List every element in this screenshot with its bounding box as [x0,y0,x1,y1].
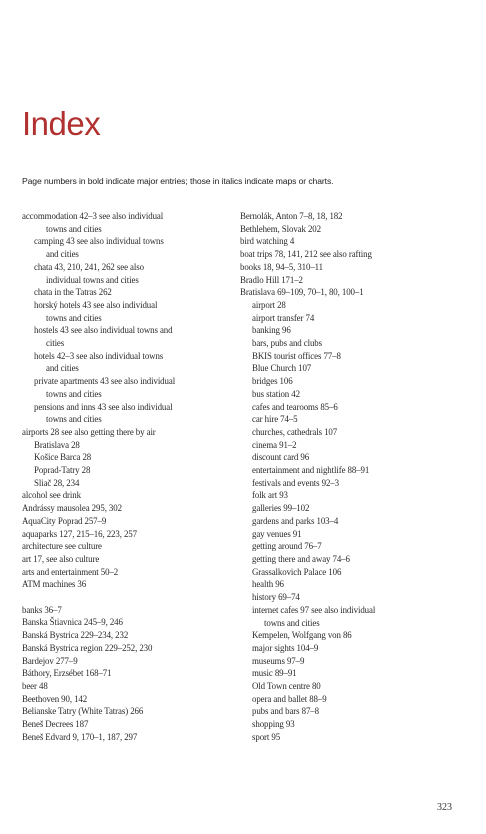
index-entry: hostels 43 see also individual towns and [34,325,173,336]
index-entry: towns and cities [264,617,320,628]
index-entry: Banská Bystrica 229–234, 232 [22,630,129,641]
index-entry: Grassalkovich Palace 106 [252,566,342,577]
index-entry: bus station 42 [252,388,300,399]
index-entry: and cities [46,249,79,260]
index-entry: cafes and tearooms 85–6 [252,401,338,412]
index-intro: Page numbers in bold indicate major entries; those in italics indicate maps or charts. [22,176,334,186]
index-entry: airport 28 [252,299,286,310]
index-entry: Bethlehem, Slovak 202 [240,223,321,234]
index-entry: folk art 93 [252,490,288,501]
index-entry: Belianske Tatry (White Tatras) 266 [22,706,144,717]
index-entry: getting around 76–7 [252,541,322,552]
index-entry: bars, pubs and clubs [252,338,322,349]
index-entry: cities [46,338,65,349]
index-entry: towns and cities [46,312,102,323]
index-entry: art 17, see also culture [22,553,100,564]
index-entry: Poprad-Tatry 28 [34,465,91,476]
index-entry: Beneš Edvard 9, 170–1, 187, 297 [22,731,138,742]
index-entry: hotels 42–3 see also individual towns [34,350,164,361]
index-entry: and cities [46,363,79,374]
index-entry: chata in the Tatras 262 [34,287,112,298]
index-entry: Blue Church 107 [252,363,312,374]
index-entry: music 89–91 [252,668,297,679]
index-entry: pensions and inns 43 see also individual [34,401,173,412]
index-entry: gay venues 91 [252,528,302,539]
index-entry: sport 95 [252,731,281,742]
index-entry: bird watching 4 [240,236,295,247]
index-entry: individual towns and cities [46,274,139,285]
index-entry: car hire 74–5 [252,414,298,425]
index-gap [22,591,238,604]
index-entry: boat trips 78, 141, 212 see also rafting [240,249,372,260]
index-entry: BKIS tourist offices 77–8 [252,350,341,361]
index-entry: health 96 [252,579,284,590]
index-entry: AquaCity Poprad 257–9 [22,515,107,526]
index-entry: towns and cities [46,388,102,399]
index-entry: Kempelen, Wolfgang von 86 [252,630,352,641]
index-entry: airports 28 see also getting there by air [22,426,156,437]
index-entry: getting there and away 74–6 [252,553,350,564]
index-entry: Banská Bystrica region 229–252, 230 [22,642,153,653]
index-entry: pubs and bars 87–8 [252,706,319,717]
index-entry: books 18, 94–5, 310–11 [240,261,324,272]
index-entry: beer 48 [22,681,48,691]
index-entry: alcohol see drink [22,490,81,501]
index-entry: shopping 93 [252,719,295,730]
index-entry: discount card 96 [252,452,310,463]
index-entry: camping 43 see also individual towns [34,236,164,247]
index-column-left [22,210,238,744]
index-entry: Old Town centre 80 [252,681,321,692]
index-entry: private apartments 43 see also individual [34,376,176,387]
index-entry: Banska Štiavnica 245–9, 246 [22,617,123,628]
index-entry: internet cafes 97 see also individual [252,604,376,615]
index-entry: festivals and events 92–3 [252,477,339,488]
index-entry: aquaparks 127, 215–16, 223, 257 [22,528,137,539]
index-entry: history 69–74 [252,592,300,603]
index-entry: Bratislava 69–109, 70–1, 80, 100–1 [240,287,364,298]
index-entry: museums 97–9 [252,655,305,666]
index-entry: chata 43, 210, 241, 262 see also [34,261,144,272]
index-entry: Bradlo Hill 171–2 [240,274,303,285]
page-number: 323 [437,802,452,813]
index-entry: accommodation 42–3 see also individual [22,211,164,221]
index-entry: ATM machines 36 [22,579,87,590]
index-entry: major sights 104–9 [252,642,319,653]
index-entry: galleries 99–102 [252,503,310,514]
index-entry: horský hotels 43 see also individual [34,299,158,310]
index-entry: bridges 106 [252,376,293,387]
index-entry: Beneš Decrees 187 [22,719,89,730]
index-entry: towns and cities [46,414,102,425]
index-entry: entertainment and nightlife 88–91 [252,465,370,476]
index-entry: banking 96 [252,325,291,336]
index-entry: arts and entertainment 50–2 [22,566,119,577]
index-entry: Košice Barca 28 [34,452,92,463]
index-entry: Bernolák, Anton 7–8, 18, 182 [240,211,343,221]
index-entry: opera and ballet 88–9 [252,693,327,704]
index-entry: Bratislava 28 [34,439,80,450]
index-entry: Bardejov 277–9 [22,655,78,666]
index-entry: cinema 91–2 [252,439,297,450]
index-entry: banks 36–7 [22,604,62,615]
index-entry: Beethoven 90, 142 [22,693,88,704]
index-entry: churches, cathedrals 107 [252,426,338,437]
index-column-right [240,210,456,744]
index-entry: Báthory, Erzsébet 168–71 [22,668,112,679]
index-entry: Sliač 28, 234 [34,477,80,488]
index-entry: gardens and parks 103–4 [252,515,339,526]
index-entry: Andrássy mausolea 295, 302 [22,503,122,514]
page-title: Index [22,105,101,142]
index-entry: architecture see culture [22,541,102,552]
index-entry: airport transfer 74 [252,312,315,323]
index-entry: towns and cities [46,223,102,234]
